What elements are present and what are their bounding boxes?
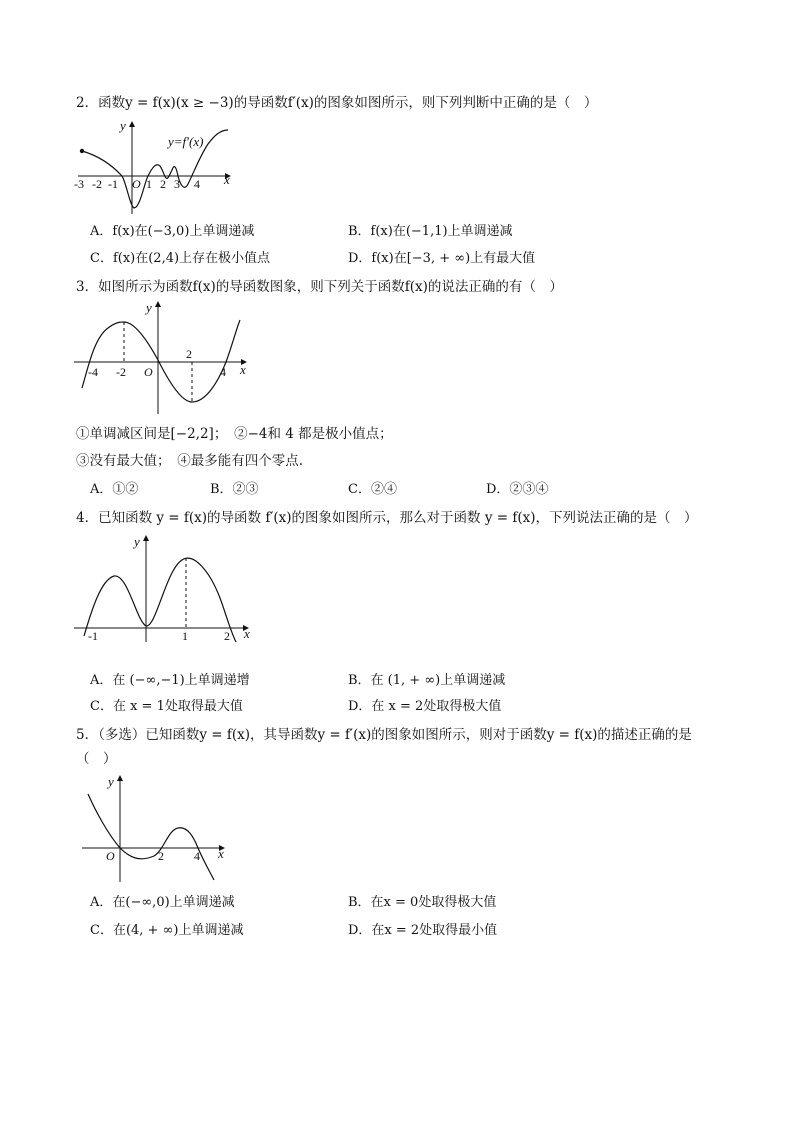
q4-option-a[interactable]: A．在 (−∞,−1)上单调递增 bbox=[90, 673, 250, 688]
q4-tick-1: 1 bbox=[182, 629, 188, 643]
q2-tick-2: 2 bbox=[160, 177, 166, 191]
q5-option-a[interactable]: A．在(−∞,0)上单调递减 bbox=[90, 895, 235, 910]
q2-tick-3: 3 bbox=[174, 177, 180, 191]
q5-stem-bracket: （ ） bbox=[76, 751, 117, 767]
q5-stem: 5．（多选）已知函数y = f(x)，其导函数y = f′(x)的图象如图所示，则对于函数y = f(x)的描述正确的是 bbox=[76, 727, 692, 743]
q3-tick-4: 4 bbox=[220, 365, 226, 379]
q3-statement-2: ③没有最大值； ④最多能有四个零点. bbox=[76, 453, 304, 469]
q2-tick-m3: -3 bbox=[74, 177, 84, 191]
q3-option-c[interactable]: C．②④ bbox=[348, 482, 397, 497]
q5-tick-4: 4 bbox=[194, 849, 200, 863]
q4-tick-2: 2 bbox=[224, 629, 230, 643]
q4-stem: 4．已知函数 y = f(x)的导函数 f′(x)的图象如图所示，那么对于函数 y = f(x)，下列说法正确的是（ ） bbox=[76, 510, 698, 526]
q5-y-label: y bbox=[108, 774, 114, 789]
q2-curve-label: y=f′(x) bbox=[168, 134, 204, 149]
q2-tick-1: 1 bbox=[146, 177, 152, 191]
q2-option-b[interactable]: B．f(x)在(−1,1)上单调递减 bbox=[348, 224, 513, 239]
q5-option-b[interactable]: B．在x = 0处取得极大值 bbox=[348, 895, 497, 910]
q3-option-b[interactable]: B．②③ bbox=[210, 482, 259, 497]
q2-tick-m2: -2 bbox=[92, 177, 102, 191]
q5-tick-origin: O bbox=[106, 849, 115, 863]
q3-curve bbox=[82, 320, 240, 402]
q2-option-c[interactable]: C．f(x)在(2,4)上存在极小值点 bbox=[90, 251, 271, 266]
q3-stem: 3．如图所示为函数f(x)的导函数图象，则下列关于函数f(x)的说法正确的有（ ） bbox=[76, 279, 563, 295]
q5-option-c[interactable]: C．在(4, + ∞)上单调递减 bbox=[90, 923, 244, 938]
q3-option-d[interactable]: D．②③④ bbox=[486, 482, 549, 497]
q2-option-a[interactable]: A．f(x)在(−3,0)上单调递减 bbox=[90, 224, 255, 239]
q2-stem: 2．函数y = f(x)(x ≥ −3)的导函数f′(x)的图象如图所示，则下列判断中正确的是（ ） bbox=[76, 95, 598, 111]
q3-tick-origin: O bbox=[144, 365, 153, 379]
q4-graph bbox=[70, 532, 255, 648]
q2-option-d[interactable]: D．f(x)在[−3, + ∞)上有最大值 bbox=[348, 251, 536, 266]
q4-tick-m1: -1 bbox=[88, 629, 98, 643]
q2-graph bbox=[70, 118, 240, 218]
q2-x-label: x bbox=[224, 172, 230, 187]
q5-tick-2: 2 bbox=[158, 849, 164, 863]
q3-x-label: x bbox=[240, 362, 246, 377]
q4-x-label: x bbox=[244, 626, 250, 641]
q4-option-c[interactable]: C．在 x = 1处取得最大值 bbox=[90, 699, 243, 714]
q4-option-b[interactable]: B．在 (1, + ∞)上单调递减 bbox=[348, 673, 506, 688]
q3-tick-2: 2 bbox=[186, 347, 192, 361]
q5-graph bbox=[78, 772, 238, 888]
q5-x-label: x bbox=[218, 846, 224, 861]
q3-tick-m4: -4 bbox=[88, 365, 98, 379]
q3-option-a[interactable]: A．①② bbox=[90, 482, 139, 497]
q2-tick-4: 4 bbox=[194, 177, 200, 191]
q2-tick-m1: -1 bbox=[108, 177, 118, 191]
q3-statement-1: ①单调减区间是[−2,2]； ②−4和 4 都是极小值点； bbox=[76, 426, 393, 442]
q3-graph bbox=[70, 298, 255, 418]
q5-option-d[interactable]: D．在x = 2处取得最小值 bbox=[348, 923, 498, 938]
q5-curve bbox=[88, 794, 214, 880]
q2-y-label: y bbox=[120, 118, 126, 133]
q2-curve bbox=[82, 130, 228, 208]
q4-curve bbox=[84, 558, 236, 642]
q2-tick-origin: O bbox=[132, 177, 141, 191]
q4-y-label: y bbox=[134, 534, 140, 549]
q3-tick-m2: -2 bbox=[116, 365, 126, 379]
q3-y-label: y bbox=[146, 300, 152, 315]
q4-option-d[interactable]: D．在 x = 2处取得极大值 bbox=[348, 699, 502, 714]
